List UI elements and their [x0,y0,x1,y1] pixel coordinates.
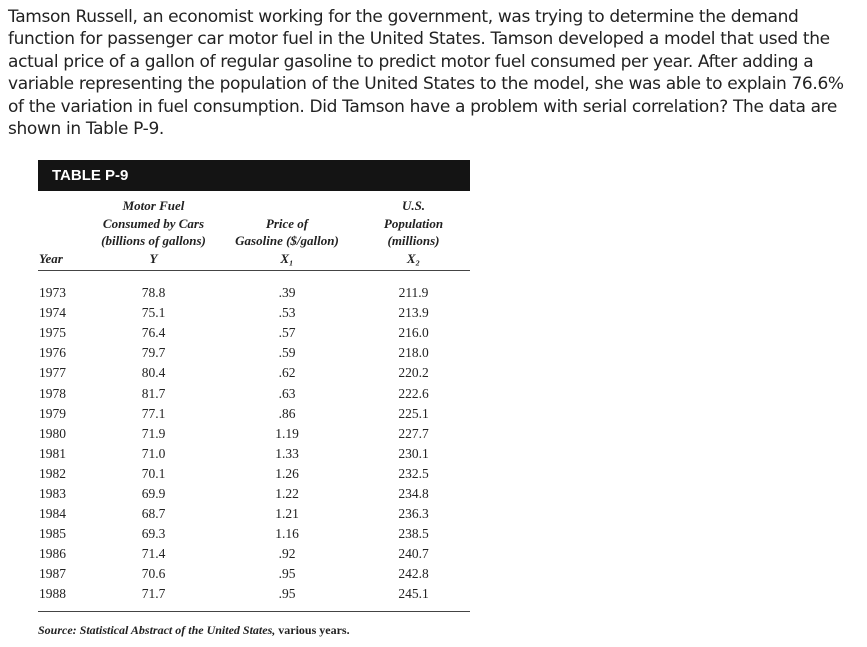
question-text: Tamson Russell, an economist working for the government, was trying to determine the demand function for passenger car motor fuel in the United States. Tamson developed a model that used the actual price of a gallon of regular gasoline to predict motor fuel consumed per year. After adding a variable representing the population of the United States to the model, she was able to explain 76.6% of the variation in fuel consumption. Did Tamson have a problem with serial correlation? The data are shown in Table P-9. [8,7,844,140]
cell-population: 234.8 [398,485,429,501]
table-title: TABLE P-9 [38,160,470,191]
cell-year: 1984 [39,506,66,522]
cell-year: 1974 [39,305,66,321]
cell-fuel: 71.7 [141,586,166,602]
table-row [38,524,470,544]
table-row [38,464,470,484]
cell-year: 1982 [39,465,66,481]
cell-price: .39 [278,285,296,301]
cell-year: 1985 [39,526,66,542]
header-motor-fuel: Motor Fuel Consumed by Cars (billions of gallons) Y [101,198,206,266]
cell-fuel: 71.4 [141,546,166,562]
cell-year: 1987 [39,566,66,582]
cell-population: 225.1 [398,405,429,421]
cell-fuel: 79.7 [141,345,166,361]
table-row [38,564,470,584]
cell-population: 220.2 [398,365,429,381]
cell-year: 1973 [39,285,66,301]
header-year: Year [39,250,63,266]
cell-fuel: 71.9 [141,425,166,441]
cell-year: 1977 [39,365,66,381]
table-row [38,484,470,504]
cell-fuel: 69.9 [141,485,166,501]
cell-fuel: 78.8 [141,285,166,301]
cell-price: .57 [278,325,296,341]
header-price: Price of Gasoline ($/gallon) X₁ [235,215,339,266]
cell-fuel: 68.7 [141,506,166,522]
cell-price: 1.19 [275,425,299,441]
table-row [38,544,470,564]
cell-price: .95 [278,586,296,602]
cell-price: 1.16 [275,526,299,542]
cell-price: .86 [278,405,296,421]
cell-price: .59 [278,345,296,361]
table-body [38,271,470,612]
cell-population: 222.6 [398,385,429,401]
table-row [38,363,470,383]
table-row [38,444,470,464]
data-table-p9 [38,160,470,612]
cell-price: .63 [278,385,296,401]
header-population: U.S. Population (millions) X₂ [383,198,444,266]
cell-price: 1.33 [275,445,299,461]
column-header-row [38,191,470,271]
cell-fuel: 76.4 [141,325,166,341]
cell-fuel: 69.3 [141,526,166,542]
cell-year: 1975 [39,325,66,341]
cell-fuel: 75.1 [141,305,166,321]
cell-population: 240.7 [398,546,429,562]
table-row [38,303,470,323]
table-row [38,404,470,424]
cell-fuel: 81.7 [141,385,166,401]
cell-price: .95 [278,566,296,582]
cell-population: 227.7 [398,425,429,441]
cell-year: 1983 [39,485,66,501]
cell-price: 1.21 [275,506,299,522]
cell-year: 1980 [39,425,66,441]
cell-fuel: 70.6 [141,566,166,582]
cell-year: 1979 [39,405,66,421]
cell-year: 1976 [39,345,66,361]
table-row [38,584,470,611]
cell-price: 1.22 [275,485,299,501]
table-row [38,504,470,524]
cell-population: 245.1 [398,586,429,602]
fuel-data-table [38,191,470,612]
cell-price: 1.26 [275,465,299,481]
cell-price: .53 [278,305,296,321]
cell-fuel: 77.1 [141,405,166,421]
cell-fuel: 80.4 [141,365,166,381]
cell-population: 211.9 [398,285,429,301]
cell-population: 218.0 [398,345,429,361]
cell-population: 236.3 [398,506,429,522]
cell-population: 238.5 [398,526,429,542]
cell-year: 1986 [39,546,66,562]
table-row [38,323,470,343]
cell-population: 242.8 [398,566,429,582]
table-row [38,424,470,444]
cell-population: 230.1 [398,445,429,461]
cell-fuel: 70.1 [141,465,166,481]
table-row [38,383,470,403]
cell-population: 213.9 [398,305,429,321]
cell-year: 1981 [39,445,66,461]
table-row [38,271,470,304]
cell-year: 1988 [39,586,66,602]
cell-population: 216.0 [398,325,429,341]
cell-population: 232.5 [398,465,429,481]
table-source: Source: Statistical Abstract of the United States, various years. [38,623,350,637]
cell-fuel: 71.0 [141,445,166,461]
table-row [38,343,470,363]
cell-price: .92 [278,546,296,562]
cell-price: .62 [278,365,296,381]
cell-year: 1978 [39,385,66,401]
